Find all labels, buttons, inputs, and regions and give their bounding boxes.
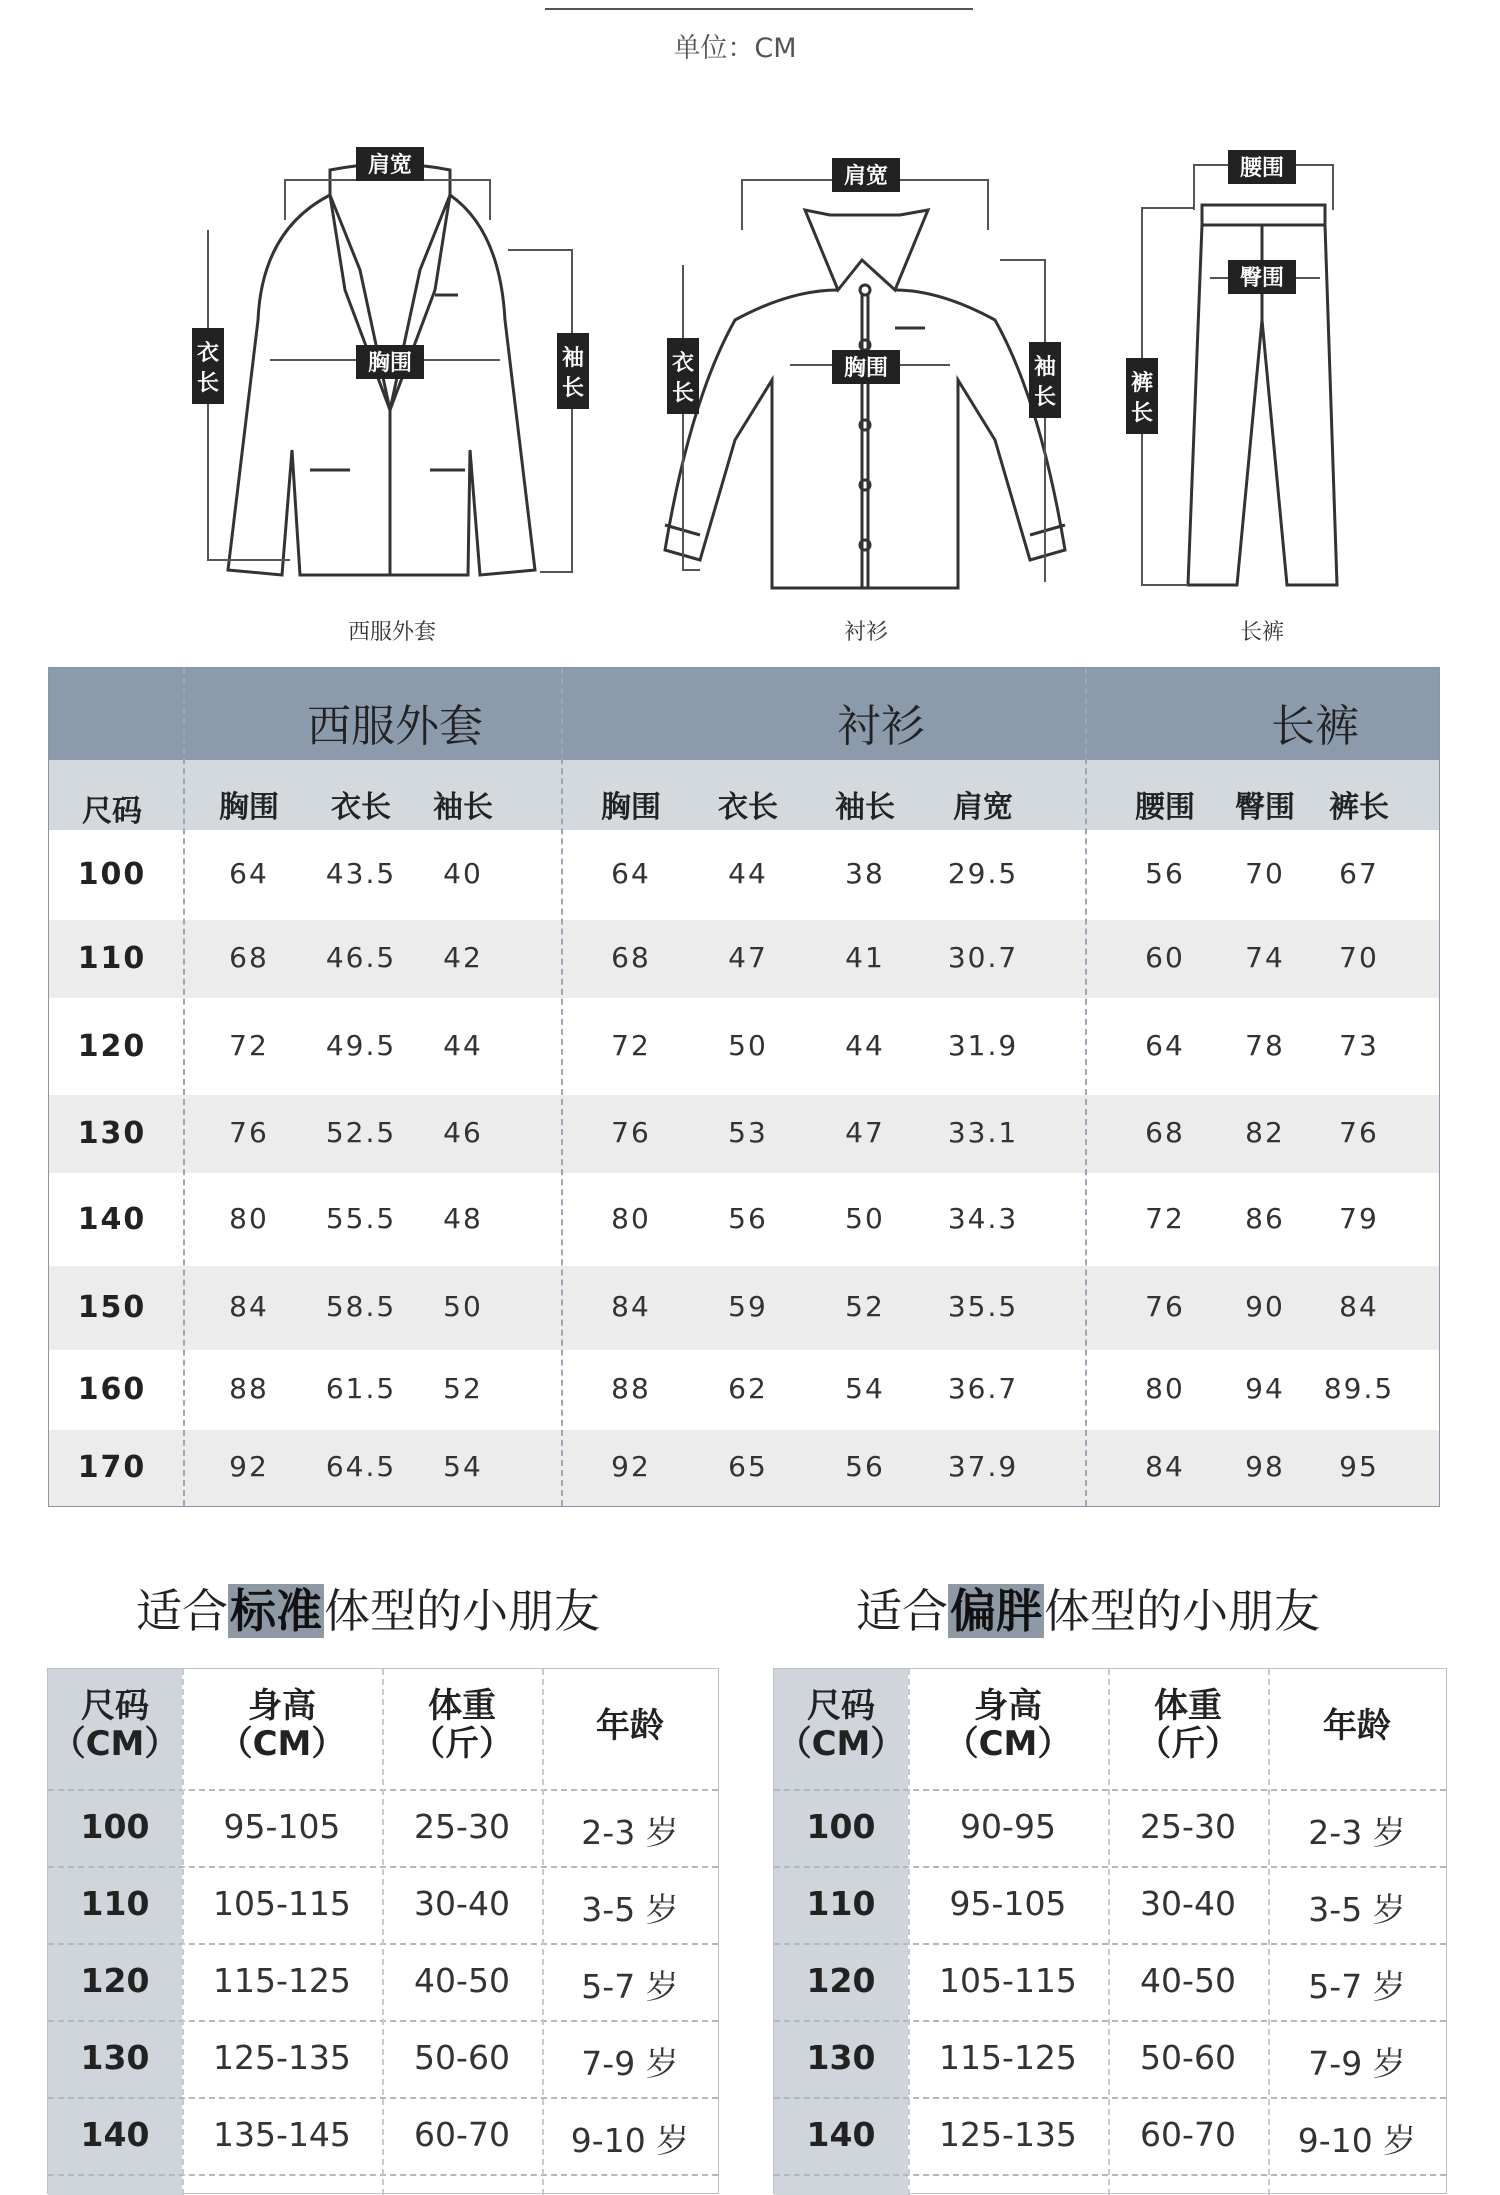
row-divider (774, 2020, 1446, 2022)
col-header: 肩宽 (953, 790, 1013, 825)
group-title-shirt: 衬衫 (837, 701, 925, 752)
table-cell: 84 (611, 1290, 651, 1323)
shirt-shoulder-tag (832, 158, 900, 192)
svg-text:肩宽: 肩宽 (367, 153, 413, 178)
table-cell: 46 (443, 1116, 483, 1149)
table-cell: 50 (443, 1290, 483, 1323)
chubby-fit-highlight: 偏胖 (950, 1584, 1042, 1638)
table-cell: 30.7 (947, 941, 1019, 974)
row-size-cell: 130 (77, 1116, 147, 1151)
fit-cell: 25-30 (1140, 1807, 1236, 1846)
col-header: 腰围 (1135, 790, 1195, 825)
fit-header-cell (182, 1687, 382, 1763)
fit-header-line2: （斤） (411, 1724, 513, 1764)
col-header: 胸围 (601, 790, 661, 825)
fit-column-divider (542, 1669, 544, 2195)
fit-column-divider (182, 1669, 184, 2195)
table-cell: 29.5 (947, 857, 1019, 890)
table-cell: 35.5 (947, 1290, 1019, 1323)
fit-header-line2: （CM） (218, 1724, 346, 1764)
fit-cell: 7-9 岁 (1308, 2044, 1406, 2083)
table-cell: 89.5 (1323, 1372, 1395, 1405)
fit-cell: 9-10 岁 (570, 2121, 690, 2160)
fit-header-cell (1268, 1707, 1446, 1745)
table-cell: 76 (611, 1116, 651, 1149)
fit-cell: 105-115 (213, 1884, 351, 1923)
table-cell: 90 (1245, 1290, 1285, 1323)
fit-cell: 95-105 (223, 1807, 341, 1846)
jacket-caption: 西服外套 (347, 620, 436, 645)
fit-header-cell (908, 1687, 1108, 1763)
row-size-cell: 160 (77, 1372, 147, 1407)
fit-header-line1: 身高 (248, 1686, 316, 1726)
table-cell: 84 (1145, 1450, 1185, 1483)
table-cell: 60 (1145, 941, 1185, 974)
table-cell: 56 (728, 1201, 768, 1235)
svg-text:裤: 裤 (1130, 371, 1154, 396)
svg-text:胸围: 胸围 (367, 351, 413, 376)
svg-text:长: 长 (671, 381, 695, 406)
fit-cell: 115-125 (213, 1961, 351, 2000)
table-cell: 88 (229, 1372, 269, 1405)
table-cell: 70 (1245, 857, 1285, 890)
svg-text:长: 长 (1033, 385, 1057, 410)
table-cell: 65 (728, 1450, 768, 1483)
fit-header-line1: 尺码 (807, 1686, 875, 1726)
garment-diagram-svg (0, 120, 1500, 660)
fit-header-line1: 尺码 (81, 1686, 149, 1726)
standard-fit-table (47, 1668, 719, 2194)
fit-header-cell (48, 1687, 182, 1763)
table-cell: 92 (611, 1450, 651, 1483)
pants-waist-tag (1228, 150, 1296, 184)
table-cell: 72 (1145, 1201, 1185, 1235)
col-header-size: 尺码 (82, 794, 142, 829)
table-cell: 44 (443, 1028, 483, 1062)
fit-header-line1: 年龄 (1323, 1706, 1391, 1746)
table-cell: 37.9 (947, 1450, 1019, 1483)
column-divider (183, 668, 185, 1506)
fit-header-line1: 体重 (1154, 1686, 1222, 1726)
table-cell: 47 (728, 941, 768, 974)
row-divider (774, 1789, 1446, 1791)
row-size-cell: 120 (77, 1028, 147, 1064)
fit-size-cell: 100 (806, 1807, 876, 1846)
fit-cell: 7-9 岁 (581, 2044, 679, 2083)
fit-size-cell: 140 (806, 2115, 876, 2154)
table-cell: 50 (845, 1201, 885, 1235)
fit-cell: 50-60 (1140, 2038, 1236, 2077)
group-title-pants: 长裤 (1271, 701, 1359, 752)
standard-fit-title: 适合标准体型的小朋友 (136, 1584, 600, 1638)
table-cell: 80 (611, 1201, 651, 1235)
table-cell: 47 (845, 1116, 885, 1149)
col-header: 袖长 (433, 790, 493, 825)
fit-column-divider (1268, 1669, 1270, 2195)
table-cell: 67 (1339, 857, 1379, 890)
pants-hip-tag (1228, 260, 1296, 294)
unit-label: 单位：CM (673, 33, 797, 64)
table-cell: 40 (443, 857, 483, 890)
table-cell: 68 (611, 941, 651, 974)
fit-header-cell (774, 1687, 908, 1763)
shirt-caption: 衬衫 (843, 620, 888, 645)
fit-size-cell: 120 (806, 1961, 876, 2000)
table-cell: 73 (1339, 1028, 1379, 1062)
row-divider (774, 2174, 1446, 2176)
table-cell: 72 (611, 1028, 651, 1062)
table-cell: 33.1 (947, 1116, 1019, 1149)
table-cell: 49.5 (325, 1028, 397, 1062)
fit-header-line2: （CM） (51, 1724, 179, 1764)
table-cell: 74 (1245, 941, 1285, 974)
fit-column-divider (382, 1669, 384, 2195)
table-cell: 64.5 (325, 1450, 397, 1483)
table-cell: 70 (1339, 941, 1379, 974)
column-divider (1085, 668, 1087, 1506)
row-size-cell: 100 (77, 857, 147, 892)
table-cell: 34.3 (947, 1201, 1019, 1235)
table-cell: 44 (845, 1028, 885, 1062)
svg-text:臀围: 臀围 (1239, 266, 1285, 291)
row-divider (774, 1866, 1446, 1868)
table-cell: 61.5 (325, 1372, 397, 1405)
fit-cell: 40-50 (414, 1961, 510, 2000)
fit-header-line2: （CM） (777, 1724, 905, 1764)
fit-cell: 60-70 (1140, 2115, 1236, 2154)
fit-cell: 25-30 (414, 1807, 510, 1846)
column-divider (561, 668, 563, 1506)
fit-cell: 125-135 (213, 2038, 351, 2077)
fit-cell: 115-125 (939, 2038, 1077, 2077)
col-header: 胸围 (219, 790, 279, 825)
row-divider (774, 2097, 1446, 2099)
fit-column-divider (1108, 1669, 1110, 2195)
row-size-cell: 150 (77, 1290, 147, 1325)
fit-cell: 3-5 岁 (581, 1890, 679, 1929)
pants-length-tag (1126, 358, 1158, 434)
jacket-sleeve-tag (557, 333, 589, 409)
fit-size-cell: 120 (80, 1961, 150, 2000)
table-cell: 46.5 (325, 941, 397, 974)
table-cell: 43.5 (325, 857, 397, 890)
table-cell: 78 (1245, 1028, 1285, 1062)
fit-header-line2: （斤） (1137, 1724, 1239, 1764)
col-header: 衣长 (718, 790, 778, 825)
fit-cell: 60-70 (414, 2115, 510, 2154)
table-cell: 54 (845, 1372, 885, 1405)
table-cell: 31.9 (947, 1028, 1019, 1062)
table-cell: 38 (845, 857, 885, 890)
fit-header-cell (542, 1707, 718, 1745)
table-cell: 86 (1245, 1201, 1285, 1235)
table-cell: 44 (728, 857, 768, 890)
fit-cell: 5-7 岁 (1308, 1967, 1406, 2006)
fit-header-line1: 体重 (428, 1686, 496, 1726)
svg-text:衣: 衣 (196, 341, 220, 366)
table-cell: 64 (1145, 1028, 1185, 1062)
fit-cell: 2-3 岁 (581, 1813, 679, 1852)
row-size-cell: 170 (77, 1450, 147, 1485)
fit-cell: 90-95 (960, 1807, 1056, 1846)
table-cell: 94 (1245, 1372, 1285, 1405)
table-cell: 98 (1245, 1450, 1285, 1483)
table-cell: 76 (1145, 1290, 1185, 1323)
fit-size-cell: 130 (80, 2038, 150, 2077)
standard-fit-highlight: 标准 (230, 1584, 322, 1638)
fit-header-cell (1108, 1687, 1268, 1763)
table-cell: 52 (845, 1290, 885, 1323)
svg-text:袖: 袖 (1033, 355, 1057, 380)
fit-header-cell (382, 1687, 542, 1763)
table-cell: 76 (1339, 1116, 1379, 1149)
jacket-shoulder-tag (356, 147, 424, 181)
fit-cell: 30-40 (414, 1884, 510, 1923)
table-cell: 79 (1339, 1201, 1379, 1235)
table-cell: 92 (229, 1450, 269, 1483)
table-cell: 84 (229, 1290, 269, 1323)
row-size-cell: 110 (77, 941, 147, 976)
table-cell: 52 (443, 1372, 483, 1405)
table-cell: 48 (443, 1201, 483, 1235)
fit-cell: 9-10 岁 (1297, 2121, 1417, 2160)
svg-text:袖: 袖 (561, 346, 585, 371)
fit-cell: 105-115 (939, 1961, 1077, 2000)
table-cell: 36.7 (947, 1372, 1019, 1405)
table-cell: 84 (1339, 1290, 1379, 1323)
fit-size-cell: 130 (806, 2038, 876, 2077)
shirt-length-tag (667, 338, 699, 414)
table-cell: 56 (1145, 857, 1185, 890)
table-cell: 72 (229, 1028, 269, 1062)
table-cell: 62 (728, 1372, 768, 1405)
col-header: 衣长 (331, 790, 391, 825)
pants-caption: 长裤 (1239, 620, 1284, 645)
fit-cell: 5-7 岁 (581, 1967, 679, 2006)
size-chart-table (48, 667, 1440, 1507)
svg-text:长: 长 (1130, 401, 1154, 426)
table-cell: 64 (229, 857, 269, 890)
row-divider (774, 1943, 1446, 1945)
table-cell: 80 (229, 1201, 269, 1235)
shirt-chest-tag (832, 350, 900, 384)
jacket-length-tag (192, 328, 224, 404)
svg-text:长: 长 (196, 371, 220, 396)
row-size-cell: 140 (77, 1201, 147, 1237)
fit-cell: 2-3 岁 (1308, 1813, 1406, 1852)
group-title-jacket: 西服外套 (307, 701, 483, 752)
svg-text:衣: 衣 (671, 351, 695, 376)
table-cell: 95 (1339, 1450, 1379, 1483)
table-cell: 68 (1145, 1116, 1185, 1149)
table-cell: 54 (443, 1450, 483, 1483)
table-cell: 56 (845, 1450, 885, 1483)
table-cell: 53 (728, 1116, 768, 1149)
fit-cell: 40-50 (1140, 1961, 1236, 2000)
table-cell: 68 (229, 941, 269, 974)
table-cell: 88 (611, 1372, 651, 1405)
fit-header-line1: 年龄 (596, 1706, 664, 1746)
table-cell: 52.5 (325, 1116, 397, 1149)
svg-text:腰围: 腰围 (1239, 156, 1285, 181)
fit-size-cell: 140 (80, 2115, 150, 2154)
shirt-sleeve-tag (1029, 342, 1061, 418)
table-cell: 50 (728, 1028, 768, 1062)
table-cell: 55.5 (325, 1201, 397, 1235)
col-header: 臀围 (1235, 790, 1295, 825)
fit-cell: 135-145 (213, 2115, 351, 2154)
jacket-chest-tag (356, 345, 424, 379)
fit-size-cell: 100 (80, 1807, 150, 1846)
table-cell: 80 (1145, 1372, 1185, 1405)
table-cell: 41 (845, 941, 885, 974)
title-underline (545, 8, 973, 10)
fit-column-divider (908, 1669, 910, 2195)
fit-cell: 3-5 岁 (1308, 1890, 1406, 1929)
fit-cell: 125-135 (939, 2115, 1077, 2154)
table-cell: 42 (443, 941, 483, 974)
fit-cell: 95-105 (949, 1884, 1067, 1923)
table-cell: 82 (1245, 1116, 1285, 1149)
table-cell: 64 (611, 857, 651, 890)
fit-header-line1: 身高 (974, 1686, 1042, 1726)
fit-cell: 30-40 (1140, 1884, 1236, 1923)
chubby-fit-title: 适合偏胖体型的小朋友 (856, 1584, 1320, 1638)
fit-size-cell: 110 (806, 1884, 876, 1923)
table-cell: 76 (229, 1116, 269, 1149)
col-header: 裤长 (1329, 790, 1389, 825)
fit-size-cell: 110 (80, 1884, 150, 1923)
shirt-drawing (665, 210, 1065, 588)
svg-text:肩宽: 肩宽 (843, 164, 889, 189)
col-header: 袖长 (835, 790, 895, 825)
chubby-fit-table (773, 1668, 1447, 2194)
table-cell: 58.5 (325, 1290, 397, 1323)
table-cell: 59 (728, 1290, 768, 1323)
svg-text:长: 长 (561, 376, 585, 401)
garment-diagrams (0, 120, 1500, 660)
fit-cell: 50-60 (414, 2038, 510, 2077)
fit-header-line2: （CM） (944, 1724, 1072, 1764)
svg-text:胸围: 胸围 (843, 356, 889, 381)
